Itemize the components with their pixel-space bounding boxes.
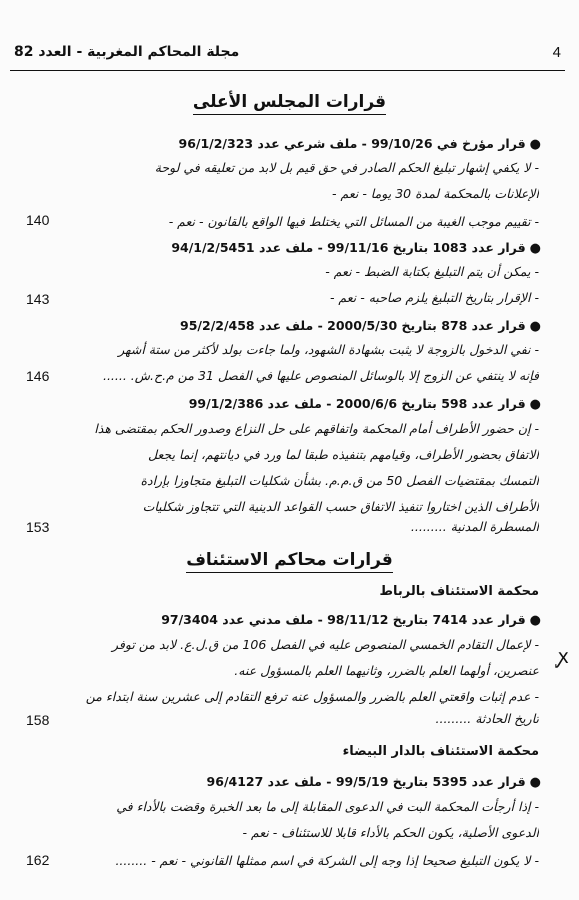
decision-text: الإعلانات بالمحكمة لمدة 30 يوما - نعم - [332,186,539,201]
decision-text: - إن حضور الأطراف أمام المحكمة واتفاقهم على حل النزاع وصدور الحكم بمقتضى هذا [94,421,539,436]
journal-title: مجلة المحاكم المغربية - العدد 82 [14,44,240,60]
bullet-icon: ● [529,137,541,152]
decision-text: - الإقرار بتاريخ التبليغ يلزم صاحبه - نعم - [329,290,539,305]
bullet-icon: ● [529,613,541,628]
decision-text: - لا يكفي إشهار تبليغ الحكم الصادر في حق قيم بل لابد من تعليقه في لوحة [154,160,539,175]
court-title-rabat: محكمة الاستئناف بالرباط [379,584,539,599]
decision-text: - عدم إثبات واقعتي العلم بالضرر والمسؤول عنه ترفع التقادم إلى عشرين سنة ابتداء من [85,689,539,704]
page-ref: 158 [26,712,50,728]
running-header [10,44,565,68]
section-title-appeal: قرارات محاكم الاستئناف [0,550,579,573]
decision-text: الأطراف الذين اختاروا تنفيذ الاتفاق حسب القواعد الدينية التي تتجاوز شكليات [142,499,539,514]
decision-text: - يمكن أن يتم التبليغ بكتابة الضبط - نعم - [325,264,539,279]
decision-text: المسطرة المدنية ......... [410,519,539,534]
decision-text: - إذا أرجأت المحكمة البت في الدعوى المقابلة إلى ما بعد الخبرة وقضت بالأداء في [116,799,539,814]
bullet-icon: ● [529,775,541,790]
court-title-casablanca: محكمة الاستئناف بالدار البيضاء [342,744,539,759]
page-ref: 143 [26,291,50,307]
page-ref: 140 [26,212,50,228]
header-rule [10,70,565,71]
bullet-icon: ● [529,319,541,334]
decision-text: الاتفاق بحضور الأطراف، وقيامهم بتنفيذه طبقا لما ورد في ديانتهم، إنما يجعل [148,447,539,462]
decision-heading: ●قرار عدد 878 بتاريخ 2000/5/30 - ملف عدد 95/2/2/458 [180,318,541,334]
decision-heading: ●قرار مؤرخ في 99/10/26 - ملف شرعي عدد 96/1/2/323 [178,136,541,152]
decision-heading: ●قرار عدد 1083 بتاريخ 99/11/16 - ملف عدد 94/1/2/5451 [171,240,541,256]
decision-text: - تقييم موجب الغيبة من المسائل التي يختلط فيها الواقع بالقانون - نعم - [168,214,539,229]
decision-heading: ●قرار عدد 598 بتاريخ 2000/6/6 - ملف عدد 99/1/2/386 [188,396,541,412]
decision-text: - لا يكون التبليغ صحيحا إذا وجه إلى الشركة في اسم ممثلها القانوني - نعم - ........ [115,853,539,868]
handwritten-margin-mark: ꭙ [558,644,569,668]
decision-heading: ●قرار عدد 7414 بتاريخ 98/11/12 - ملف مدني عدد 97/3404 [161,612,541,628]
page-ref: 162 [26,852,50,868]
decision-text: تاريخ الحادثة ......... [435,711,539,726]
decision-heading: ●قرار عدد 5395 بتاريخ 99/5/19 - ملف عدد 96/4127 [206,774,541,790]
section-title-supreme: قرارات المجلس الأعلى [0,92,579,115]
decision-text: فإنه لا ينتفي عن الزوج إلا بالوسائل المنصوص عليها في الفصل 31 من م.ح.ش. ...... [102,368,539,383]
decision-text: الدعوى الأصلية، يكون الحكم بالأداء قابلا للاستئناف - نعم - [242,825,539,840]
page-ref: 153 [26,519,50,535]
decision-text: - نفي الدخول بالزوجة لا يثبت بشهادة الشهود، ولما جاءت بولد لأكثر من ستة أشهر [118,342,539,357]
bullet-icon: ● [529,241,541,256]
page-number: 4 [552,44,561,61]
decision-text: - لإعمال التقادم الخمسي المنصوص عليه في الفصل 106 من ق.ل.ع. لابد من توفر [111,637,539,652]
decision-text: عنصرين، أولهما العلم بالضرر، وثانيهما العلم بالمسؤول عنه. [234,663,539,678]
decision-text: التمسك بمقتضيات الفصل 50 من ق.م.م. بشأن شكليات التبليغ متجاوزا بإرادة [140,473,539,488]
page-ref: 146 [26,368,50,384]
bullet-icon: ● [529,397,541,412]
